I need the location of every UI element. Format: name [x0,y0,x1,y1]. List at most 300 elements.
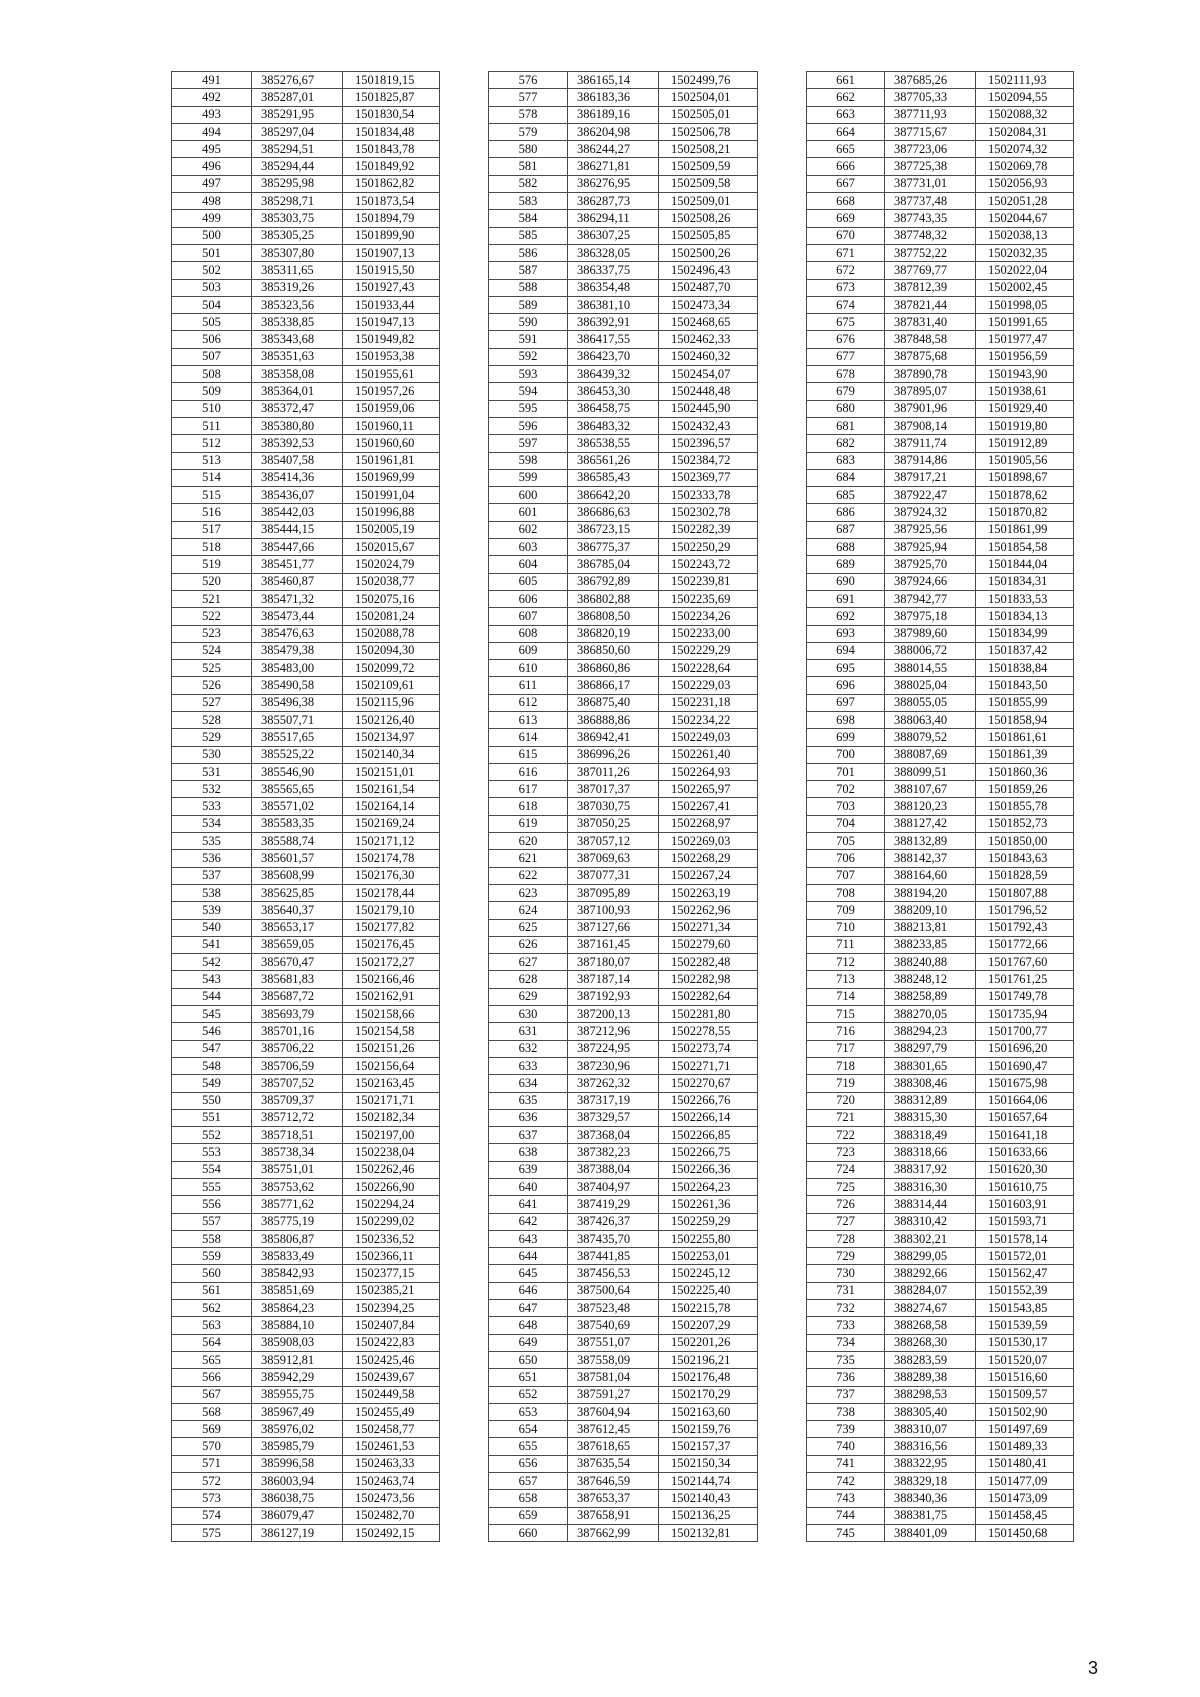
point-number-cell: 546 [172,1023,252,1040]
y-coordinate-cell: 1502157,37 [659,1438,758,1455]
point-number-cell: 565 [172,1351,252,1368]
x-coordinate-cell: 386392,91 [568,314,659,331]
y-coordinate-cell: 1502176,45 [343,936,440,953]
point-number-cell: 531 [172,763,252,780]
table-row [807,660,1074,677]
x-coordinate-cell: 388194,20 [885,884,976,901]
x-coordinate-cell: 386453,30 [568,383,659,400]
x-coordinate-cell: 385496,38 [252,694,343,711]
point-number-cell: 669 [807,210,885,227]
point-number-cell: 716 [807,1023,885,1040]
point-number-cell: 499 [172,210,252,227]
table-row [807,1300,1074,1317]
point-number-cell: 631 [489,1023,568,1040]
y-coordinate-cell: 1501633,66 [976,1144,1074,1161]
y-coordinate-cell: 1501861,99 [976,521,1074,538]
point-number-cell: 533 [172,798,252,815]
table-row [172,971,440,988]
y-coordinate-cell: 1501807,88 [976,884,1074,901]
y-coordinate-cell: 1501862,82 [343,175,440,192]
y-coordinate-cell: 1502269,03 [659,833,758,850]
point-number-cell: 640 [489,1179,568,1196]
table-row [172,1282,440,1299]
x-coordinate-cell: 387456,53 [568,1265,659,1282]
point-number-cell: 607 [489,608,568,625]
point-number-cell: 730 [807,1265,885,1282]
y-coordinate-cell: 1501700,77 [976,1023,1074,1040]
y-coordinate-cell: 1502487,70 [659,279,758,296]
y-coordinate-cell: 1501854,58 [976,539,1074,556]
y-coordinate-cell: 1502473,34 [659,296,758,313]
point-number-cell: 555 [172,1179,252,1196]
point-number-cell: 606 [489,590,568,607]
y-coordinate-cell: 1501520,07 [976,1351,1074,1368]
point-number-cell: 718 [807,1057,885,1074]
table-row [172,435,440,452]
point-number-cell: 547 [172,1040,252,1057]
x-coordinate-cell: 385351,63 [252,348,343,365]
x-coordinate-cell: 388055,05 [885,694,976,711]
y-coordinate-cell: 1502024,79 [343,556,440,573]
point-number-cell: 517 [172,521,252,538]
x-coordinate-cell: 387812,39 [885,279,976,296]
y-coordinate-cell: 1502171,71 [343,1092,440,1109]
x-coordinate-cell: 387890,78 [885,366,976,383]
point-number-cell: 492 [172,89,252,106]
x-coordinate-cell: 385303,75 [252,210,343,227]
table-row [172,1300,440,1317]
y-coordinate-cell: 1501938,61 [976,383,1074,400]
table-row [172,1490,440,1507]
x-coordinate-cell: 386204,98 [568,123,659,140]
x-coordinate-cell: 385775,19 [252,1213,343,1230]
table-row [172,1230,440,1247]
y-coordinate-cell: 1502505,85 [659,227,758,244]
y-coordinate-cell: 1501861,61 [976,729,1074,746]
y-coordinate-cell: 1502264,23 [659,1179,758,1196]
x-coordinate-cell: 385451,77 [252,556,343,573]
table-row [489,1438,758,1455]
y-coordinate-cell: 1501657,64 [976,1109,1074,1126]
table-row [489,902,758,919]
y-coordinate-cell: 1502396,57 [659,435,758,452]
y-coordinate-cell: 1502172,27 [343,954,440,971]
point-number-cell: 666 [807,158,885,175]
table-row [172,677,440,694]
point-number-cell: 536 [172,850,252,867]
y-coordinate-cell: 1502454,07 [659,366,758,383]
table-row [489,1265,758,1282]
table-row [807,971,1074,988]
point-number-cell: 739 [807,1421,885,1438]
y-coordinate-cell: 1502279,60 [659,936,758,953]
y-coordinate-cell: 1502044,67 [976,210,1074,227]
y-coordinate-cell: 1502233,00 [659,625,758,642]
y-coordinate-cell: 1502278,55 [659,1023,758,1040]
point-number-cell: 532 [172,781,252,798]
y-coordinate-cell: 1502094,30 [343,642,440,659]
point-number-cell: 590 [489,314,568,331]
x-coordinate-cell: 388213,81 [885,919,976,936]
y-coordinate-cell: 1502265,97 [659,781,758,798]
table-row [807,244,1074,261]
point-number-cell: 645 [489,1265,568,1282]
point-number-cell: 593 [489,366,568,383]
x-coordinate-cell: 386079,47 [252,1507,343,1524]
table-row [489,1421,758,1438]
y-coordinate-cell: 1502109,61 [343,677,440,694]
y-coordinate-cell: 1502422,83 [343,1334,440,1351]
table-row [489,919,758,936]
point-number-cell: 524 [172,642,252,659]
point-number-cell: 495 [172,141,252,158]
table-row [489,1317,758,1334]
point-number-cell: 504 [172,296,252,313]
y-coordinate-cell: 1502234,22 [659,711,758,728]
y-coordinate-cell: 1502473,56 [343,1490,440,1507]
point-number-cell: 740 [807,1438,885,1455]
point-number-cell: 690 [807,573,885,590]
table-row [172,244,440,261]
x-coordinate-cell: 385706,22 [252,1040,343,1057]
x-coordinate-cell: 388142,37 [885,850,976,867]
table-row [489,608,758,625]
x-coordinate-cell: 385908,03 [252,1334,343,1351]
point-number-cell: 638 [489,1144,568,1161]
table-row [489,1040,758,1057]
point-number-cell: 743 [807,1490,885,1507]
y-coordinate-cell: 1502268,97 [659,815,758,832]
x-coordinate-cell: 387831,40 [885,314,976,331]
table-row [172,469,440,486]
point-number-cell: 539 [172,902,252,919]
table-row [807,487,1074,504]
y-coordinate-cell: 1501833,53 [976,590,1074,607]
table-row [489,296,758,313]
x-coordinate-cell: 386723,15 [568,521,659,538]
table-row [172,296,440,313]
x-coordinate-cell: 388209,10 [885,902,976,919]
x-coordinate-cell: 388297,79 [885,1040,976,1057]
point-number-cell: 574 [172,1507,252,1524]
table-row [489,971,758,988]
y-coordinate-cell: 1501825,87 [343,89,440,106]
point-number-cell: 550 [172,1092,252,1109]
y-coordinate-cell: 1501552,39 [976,1282,1074,1299]
y-coordinate-cell: 1501610,75 [976,1179,1074,1196]
point-number-cell: 618 [489,798,568,815]
y-coordinate-cell: 1502176,30 [343,867,440,884]
x-coordinate-cell: 386942,41 [568,729,659,746]
point-number-cell: 722 [807,1127,885,1144]
point-number-cell: 585 [489,227,568,244]
y-coordinate-cell: 1501960,60 [343,435,440,452]
point-number-cell: 506 [172,331,252,348]
x-coordinate-cell: 387426,37 [568,1213,659,1230]
y-coordinate-cell: 1501843,78 [343,141,440,158]
point-number-cell: 561 [172,1282,252,1299]
y-coordinate-cell: 1502177,82 [343,919,440,936]
point-number-cell: 663 [807,106,885,123]
point-number-cell: 501 [172,244,252,261]
coordinate-table-3 [806,71,1074,1542]
x-coordinate-cell: 388270,05 [885,1006,976,1023]
y-coordinate-cell: 1501539,59 [976,1317,1074,1334]
point-number-cell: 660 [489,1524,568,1541]
point-number-cell: 684 [807,469,885,486]
x-coordinate-cell: 385507,71 [252,711,343,728]
x-coordinate-cell: 385364,01 [252,383,343,400]
x-coordinate-cell: 386483,32 [568,417,659,434]
point-number-cell: 515 [172,487,252,504]
x-coordinate-cell: 386183,36 [568,89,659,106]
table-row [172,660,440,677]
y-coordinate-cell: 1502266,36 [659,1161,758,1178]
y-coordinate-cell: 1502299,02 [343,1213,440,1230]
y-coordinate-cell: 1501843,50 [976,677,1074,694]
point-number-cell: 720 [807,1092,885,1109]
x-coordinate-cell: 387914,86 [885,452,976,469]
point-number-cell: 715 [807,1006,885,1023]
x-coordinate-cell: 385670,47 [252,954,343,971]
table-row [807,1040,1074,1057]
table-row [172,193,440,210]
point-number-cell: 548 [172,1057,252,1074]
x-coordinate-cell: 387368,04 [568,1127,659,1144]
x-coordinate-cell: 387388,04 [568,1161,659,1178]
x-coordinate-cell: 386820,19 [568,625,659,642]
y-coordinate-cell: 1501620,30 [976,1161,1074,1178]
x-coordinate-cell: 387500,64 [568,1282,659,1299]
y-coordinate-cell: 1501894,79 [343,210,440,227]
y-coordinate-cell: 1502267,41 [659,798,758,815]
table-row [172,573,440,590]
point-number-cell: 584 [489,210,568,227]
point-number-cell: 659 [489,1507,568,1524]
x-coordinate-cell: 388401,09 [885,1524,976,1541]
x-coordinate-cell: 385294,51 [252,141,343,158]
table-row [489,158,758,175]
y-coordinate-cell: 1501761,25 [976,971,1074,988]
table-row [489,1075,758,1092]
point-number-cell: 694 [807,642,885,659]
point-number-cell: 556 [172,1196,252,1213]
y-coordinate-cell: 1501927,43 [343,279,440,296]
point-number-cell: 598 [489,452,568,469]
table-row [172,729,440,746]
table-row [172,504,440,521]
y-coordinate-cell: 1502261,40 [659,746,758,763]
y-coordinate-cell: 1501861,39 [976,746,1074,763]
point-number-cell: 643 [489,1230,568,1247]
x-coordinate-cell: 388312,89 [885,1092,976,1109]
table-row [807,469,1074,486]
table-row [172,106,440,123]
table-row [807,452,1074,469]
point-number-cell: 597 [489,435,568,452]
y-coordinate-cell: 1501878,62 [976,487,1074,504]
point-number-cell: 534 [172,815,252,832]
point-number-cell: 620 [489,833,568,850]
y-coordinate-cell: 1502463,33 [343,1455,440,1472]
y-coordinate-cell: 1502504,01 [659,89,758,106]
table-body [489,72,758,1542]
table-row [172,1524,440,1541]
x-coordinate-cell: 388132,89 [885,833,976,850]
point-number-cell: 588 [489,279,568,296]
y-coordinate-cell: 1501912,89 [976,435,1074,452]
x-coordinate-cell: 386165,14 [568,72,659,89]
x-coordinate-cell: 388025,04 [885,677,976,694]
y-coordinate-cell: 1502179,10 [343,902,440,919]
point-number-cell: 744 [807,1507,885,1524]
x-coordinate-cell: 388268,30 [885,1334,976,1351]
point-number-cell: 636 [489,1109,568,1126]
y-coordinate-cell: 1502333,78 [659,487,758,504]
table-row [489,1057,758,1074]
table-row [489,590,758,607]
x-coordinate-cell: 385380,80 [252,417,343,434]
x-coordinate-cell: 385311,65 [252,262,343,279]
y-coordinate-cell: 1502369,77 [659,469,758,486]
x-coordinate-cell: 387901,96 [885,400,976,417]
x-coordinate-cell: 387922,47 [885,487,976,504]
table-row [489,521,758,538]
table-row [172,1386,440,1403]
point-number-cell: 697 [807,694,885,711]
y-coordinate-cell: 1501675,98 [976,1075,1074,1092]
x-coordinate-cell: 387329,57 [568,1109,659,1126]
table-row [172,400,440,417]
x-coordinate-cell: 387711,93 [885,106,976,123]
x-coordinate-cell: 387057,12 [568,833,659,850]
point-number-cell: 567 [172,1386,252,1403]
point-number-cell: 639 [489,1161,568,1178]
x-coordinate-cell: 388240,88 [885,954,976,971]
point-number-cell: 558 [172,1230,252,1247]
point-number-cell: 658 [489,1490,568,1507]
point-number-cell: 520 [172,573,252,590]
point-number-cell: 522 [172,608,252,625]
y-coordinate-cell: 1502245,12 [659,1265,758,1282]
x-coordinate-cell: 387558,09 [568,1351,659,1368]
x-coordinate-cell: 387069,63 [568,850,659,867]
table-row [807,1179,1074,1196]
y-coordinate-cell: 1501961,81 [343,452,440,469]
y-coordinate-cell: 1502174,78 [343,850,440,867]
x-coordinate-cell: 387127,66 [568,919,659,936]
y-coordinate-cell: 1502231,18 [659,694,758,711]
table-row [172,1179,440,1196]
x-coordinate-cell: 387821,44 [885,296,976,313]
point-number-cell: 572 [172,1473,252,1490]
y-coordinate-cell: 1501819,15 [343,72,440,89]
table-row [172,348,440,365]
y-coordinate-cell: 1501690,47 [976,1057,1074,1074]
point-number-cell: 510 [172,400,252,417]
x-coordinate-cell: 385718,51 [252,1127,343,1144]
x-coordinate-cell: 388301,65 [885,1057,976,1074]
table-row [807,210,1074,227]
x-coordinate-cell: 387095,89 [568,884,659,901]
x-coordinate-cell: 386127,19 [252,1524,343,1541]
table-row [489,1351,758,1368]
y-coordinate-cell: 1502262,46 [343,1161,440,1178]
y-coordinate-cell: 1502282,39 [659,521,758,538]
table-row [807,954,1074,971]
point-number-cell: 619 [489,815,568,832]
x-coordinate-cell: 387540,69 [568,1317,659,1334]
x-coordinate-cell: 385912,81 [252,1351,343,1368]
y-coordinate-cell: 1502156,64 [343,1057,440,1074]
x-coordinate-cell: 385806,87 [252,1230,343,1247]
x-coordinate-cell: 385707,52 [252,1075,343,1092]
point-number-cell: 497 [172,175,252,192]
x-coordinate-cell: 385444,15 [252,521,343,538]
point-number-cell: 505 [172,314,252,331]
point-number-cell: 725 [807,1179,885,1196]
x-coordinate-cell: 386875,40 [568,694,659,711]
point-number-cell: 551 [172,1109,252,1126]
x-coordinate-cell: 386538,55 [568,435,659,452]
point-number-cell: 741 [807,1455,885,1472]
y-coordinate-cell: 1502154,58 [343,1023,440,1040]
x-coordinate-cell: 388322,95 [885,1455,976,1472]
point-number-cell: 654 [489,1421,568,1438]
table-row [807,902,1074,919]
y-coordinate-cell: 1502445,90 [659,400,758,417]
y-coordinate-cell: 1502069,78 [976,158,1074,175]
x-coordinate-cell: 387989,60 [885,625,976,642]
x-coordinate-cell: 386775,37 [568,539,659,556]
x-coordinate-cell: 385343,68 [252,331,343,348]
table-row [807,919,1074,936]
x-coordinate-cell: 388294,23 [885,1023,976,1040]
y-coordinate-cell: 1501749,78 [976,988,1074,1005]
point-number-cell: 605 [489,573,568,590]
point-number-cell: 680 [807,400,885,417]
table-row [489,763,758,780]
table-row [807,1438,1074,1455]
point-number-cell: 646 [489,1282,568,1299]
point-number-cell: 519 [172,556,252,573]
table-row [807,106,1074,123]
y-coordinate-cell: 1502259,29 [659,1213,758,1230]
y-coordinate-cell: 1502266,85 [659,1127,758,1144]
point-number-cell: 648 [489,1317,568,1334]
table-row [172,417,440,434]
y-coordinate-cell: 1501959,06 [343,400,440,417]
point-number-cell: 621 [489,850,568,867]
point-number-cell: 670 [807,227,885,244]
x-coordinate-cell: 387737,48 [885,193,976,210]
point-number-cell: 525 [172,660,252,677]
x-coordinate-cell: 388120,23 [885,798,976,815]
table-row [172,1507,440,1524]
y-coordinate-cell: 1501843,63 [976,850,1074,867]
table-row [172,711,440,728]
x-coordinate-cell: 385709,37 [252,1092,343,1109]
table-row [489,1006,758,1023]
point-number-cell: 509 [172,383,252,400]
x-coordinate-cell: 388063,40 [885,711,976,728]
y-coordinate-cell: 1502500,26 [659,244,758,261]
y-coordinate-cell: 1502170,29 [659,1386,758,1403]
table-row [489,1109,758,1126]
table-row [172,383,440,400]
point-number-cell: 496 [172,158,252,175]
table-row [807,781,1074,798]
